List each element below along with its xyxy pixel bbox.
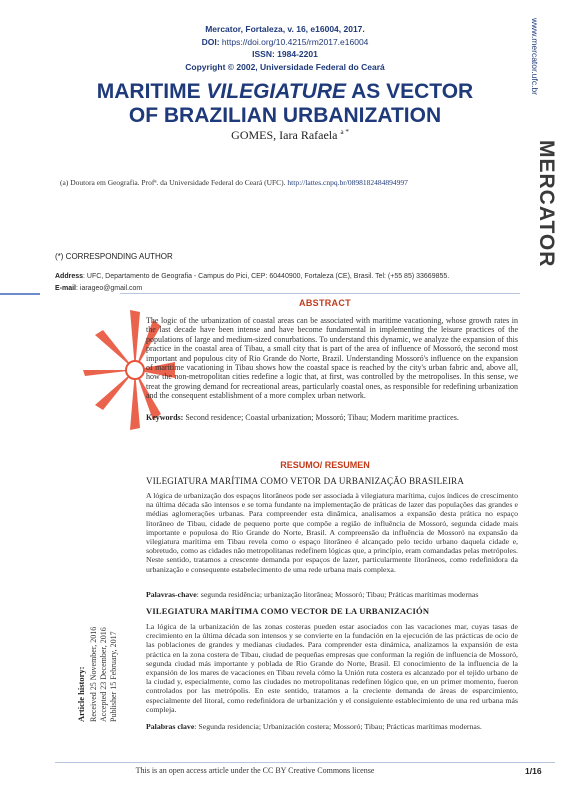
keywords-value: Second residence; Coastal urbanization; Mossoró; Tibau; Modern maritime practices. <box>183 413 459 422</box>
address-line <box>55 271 515 283</box>
pt-keywords-value: : segunda residência; urbanização litorânea; Mossoró; Tibau; Práticas marítimas modernas <box>196 590 479 599</box>
es-keywords-label: Palabras clave <box>146 722 195 731</box>
copyright: Copyright © 2002, Universidade Federal do Ceará <box>185 61 385 72</box>
history-received: Received 25 November, 2016 <box>89 626 98 722</box>
doi-label: DOI: <box>201 36 220 47</box>
issn: ISSN: 1984-2201 <box>252 49 318 59</box>
title-italic: VILEGIATURE <box>206 80 347 103</box>
abstract-text: The logic of the urbanization of coastal areas can be associated with maritime vacationing, whose growth rates in the last decade have been intense and have become fundamental in implementing the leisure practices of the populations of large and medium-sized conurbations. To understand this dynamic, we analyze the expansion of this practice in the coastal area of Tibau, a small city that is part of the area of influence of Mossoró, the second most important and populous city of Rio Grande do Norte, Brazil. Understanding Mossoró's influence on the expansion of maritime vacationing in Tibau shows how the coastal space is reached by the city's urban fabric and, above all, how the non-metropolitan cities redefine a logic that, at first, was controlled by the metropolises. In this sense, we treat the growing demand for recreational areas, particularly coastal ones, as responsible for redefining urbanization and the consequent establishment of a more complex urban network. <box>146 316 518 401</box>
es-keywords-value: : Segunda residencia; Urbanización costera; Mossoró; Tibau; Prácticas marítimas modernas. <box>194 722 482 731</box>
title-part1: MARITIME <box>96 80 207 103</box>
divider-mid <box>120 293 520 294</box>
article-history <box>76 572 146 722</box>
keywords-label: Keywords: <box>146 413 184 422</box>
journal-logo <box>530 140 560 320</box>
es-title: VILEGIATURA MARÍTIMA COMO VECTOR DE LA URBANIZACIÓN <box>146 606 430 616</box>
pt-abstract-text: A lógica de urbanização dos espaços litorâneos pode ser associada à vilegiatura marítima, cujos índices de crescimento na última década são intensos e se torna fundante na implementação de práticas de lazer das populações das grandes e médias aglomerações urbanas. Para compreender esta dinâmica, analisamos a expansão desta prática no espaço litorâneo de Tibau, cidade de pequeno porte que compõe a região de influência de Mossoró, segunda cidade mais importante e populosa do Rio Grande do Norte, Brasil. A compreensão da influência de Mossoró na expansão da vilegiatura marítima em Tibau revela como o espaço litorâneo é alcançado pelo tecido urbano daquela cidade e, sobretudo, como as cidades não metropolitanas redefinem lógicas que, a princípio, eram comandadas pelas metrópoles. Neste sentido, tratamos a crescente demanda por espaços de lazer, particularmente litorâneos, como redefinidora da urbanização e consequente estabelecimento de uma rede urbana mais complexa. <box>146 491 518 574</box>
author <box>180 128 400 143</box>
affiliation-marker: (a) <box>60 178 69 187</box>
doi-line <box>170 36 400 49</box>
resumo-heading: RESUMO/ RESUMEN <box>280 460 370 470</box>
address-block <box>55 271 515 295</box>
article-history-inner <box>76 572 119 722</box>
history-accepted: Accepted 23 December, 2016 <box>99 627 108 722</box>
divider-left <box>0 293 40 295</box>
corresponding-author-heading: (*) CORRESPONDING AUTHOR <box>55 252 173 261</box>
keywords <box>146 413 518 422</box>
abstract-heading: ABSTRACT <box>299 298 351 308</box>
address-label: Address <box>55 273 84 280</box>
author-marks: a * <box>340 128 349 136</box>
title-part2: AS VECTOR <box>346 80 474 103</box>
address-value: : UFC, Departamento de Geografia - Campus do Pici, CEP: 60440900, Fortaleza (CE), Brasil. Tel: (+55 85) 33669855. <box>83 273 450 280</box>
pt-keywords-label: Palavras-chave <box>146 590 197 599</box>
history-published: Publisher 15 February, 2017 <box>109 631 118 722</box>
article-title <box>70 80 500 128</box>
author-name: GOMES, Iara Rafaela <box>231 128 338 142</box>
es-abstract-text: La lógica de la urbanización de las zonas costeras pueden estar asociados con las vacaciones mar, cuyas tasas de crecimiento en la última década son intensos y se convierte en la fundación en la ejecución de las prácticas de ocio de las poblaciones de grandes y medianas ciudades. Para comprender esta dinámica, analizamos la expansión de esta práctica en la zona costera de Tibau, ciudad de pequeñas empresas que conforman la región de influencia de Mossoró, segunda ciudad más importante y poblada de Rio Grande do Norte, Brasil. El conocimiento de la influencia de la expansión de los mares de vacaciones en Tibau revela cómo la Unión ruta costera es alcanzado por el tejido urbano de la ciudad y, especialmente, como las ciudades no metropolitanas redefinen lógico que, en un primer momento, fueron controlados por las metrópolis. En este sentido, tratamos a la creciente demanda de áreas de esparcimiento, especialmente del litoral, como redefinidora de urbanización y el consiguiente establecimiento de una red urbana más compleja. <box>146 622 518 714</box>
page-number: 1/16 <box>525 766 542 776</box>
license-note: This is an open access article under the CC BY Creative Commons license <box>135 766 375 775</box>
email-label: E-mail <box>55 285 77 292</box>
lattes-link[interactable]: http://lattes.cnpq.br/0898182484894997 <box>287 178 408 187</box>
pt-title: VILEGIATURA MARÍTIMA COMO VETOR DA URBANIZAÇÃO BRASILEIRA <box>146 476 465 486</box>
pt-keywords <box>146 590 518 599</box>
masthead <box>170 23 400 73</box>
sidebar-url[interactable] <box>527 18 541 138</box>
journal-line: Mercator, Fortaleza, v. 16, e16004, 2017. <box>205 24 365 34</box>
es-keywords <box>146 722 518 731</box>
journal-logo-text: MERCATOR <box>535 140 558 268</box>
affiliation-text: Doutora em Geografia. Profª. da Universidade Federal do Ceará (UFC). <box>70 178 286 187</box>
sidebar-url-text: www.mercator.ufc.br <box>530 18 540 95</box>
affiliation <box>60 178 500 187</box>
email-value[interactable]: : iarageo@gmail.com <box>76 285 143 292</box>
title-line2: OF BRAZILIAN URBANIZATION <box>128 104 442 127</box>
doi-link[interactable]: https://doi.org/10.4215/rm2017.e16004 <box>221 36 369 47</box>
history-heading: Article history: <box>76 666 86 722</box>
footer-divider <box>55 762 555 763</box>
